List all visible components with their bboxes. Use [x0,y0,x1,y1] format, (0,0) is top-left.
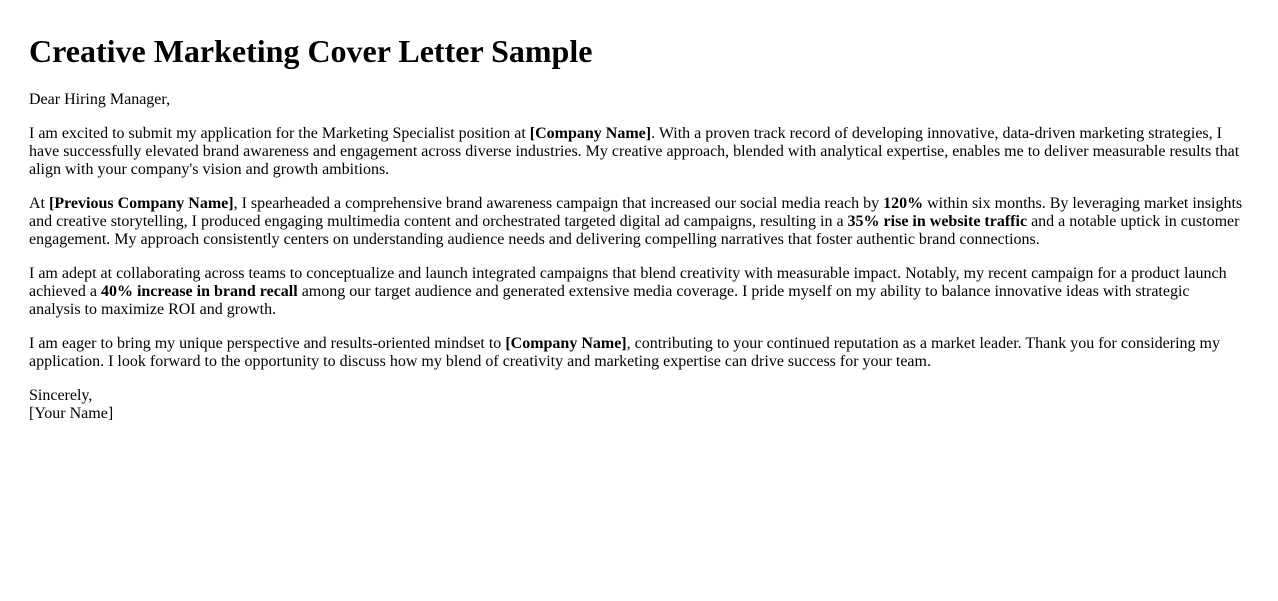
paragraph-experience [29,195,1243,249]
salutation-text: Dear Hiring Manager, [29,91,171,108]
paragraph-conclusion [29,335,1243,371]
page-title: Creative Marketing Cover Letter Sample [29,33,593,69]
text-segment: . With a proven track record of developing innovative, data-driven marketing strategies, I have successfully elevated brand awareness and engagement across diverse industries. My creative approach, blended with analytical expertise, enables me to deliver measurable results that align with your company's vision and growth ambitions. [29,125,1240,178]
text-segment: , I spearheaded a comprehensive brand awareness campaign that increased our social media reach by [233,195,884,212]
text-segment: , contributing to your continued reputation as a market leader. Thank you for considering my application. I look forward to the opportunity to discuss how my blend of creativity and marketing expertise can drive success for your team. [29,335,1220,370]
salutation [29,91,1243,109]
paragraph-introduction [29,125,1243,179]
text-segment: within six months. By leveraging market insights and creative storytelling, I produced engaging multimedia content and orchestrated targeted digital ad campaigns, resulting in a [29,195,1243,230]
text-segment: I am excited to submit my application for the Marketing Specialist position at [29,125,530,142]
text-segment: among our target audience and generated extensive media coverage. I pride myself on my ability to balance innovative ideas with strategic analysis to maximize ROI and growth. [29,283,1190,318]
stat-website-traffic: 35% rise in website traffic [847,213,1028,230]
signature-name-placeholder: [Your Name] [29,405,114,422]
paragraph-collaboration [29,265,1243,319]
closing-line: Sincerely, [29,387,93,404]
company-name-placeholder: [Company Name] [529,125,652,142]
closing-signature [29,387,1243,423]
stat-social-media-reach: 120% [883,195,924,212]
text-segment: I am eager to bring my unique perspective and results-oriented mindset to [29,335,506,352]
text-segment: and a notable uptick in customer engagement. My approach consistently centers on understanding audience needs and delivering compelling narratives that foster authentic brand connections. [29,213,1240,248]
previous-company-placeholder: [Previous Company Name] [49,195,234,212]
company-name-placeholder: [Company Name] [505,335,627,352]
stat-brand-recall: 40% increase in brand recall [100,283,298,300]
text-segment: I am adept at collaborating across teams to conceptualize and launch integrated campaigns that blend creativity with measurable impact. Notably, my recent campaign for a product launch achieved a [29,265,1227,300]
text-segment: At [29,195,49,212]
